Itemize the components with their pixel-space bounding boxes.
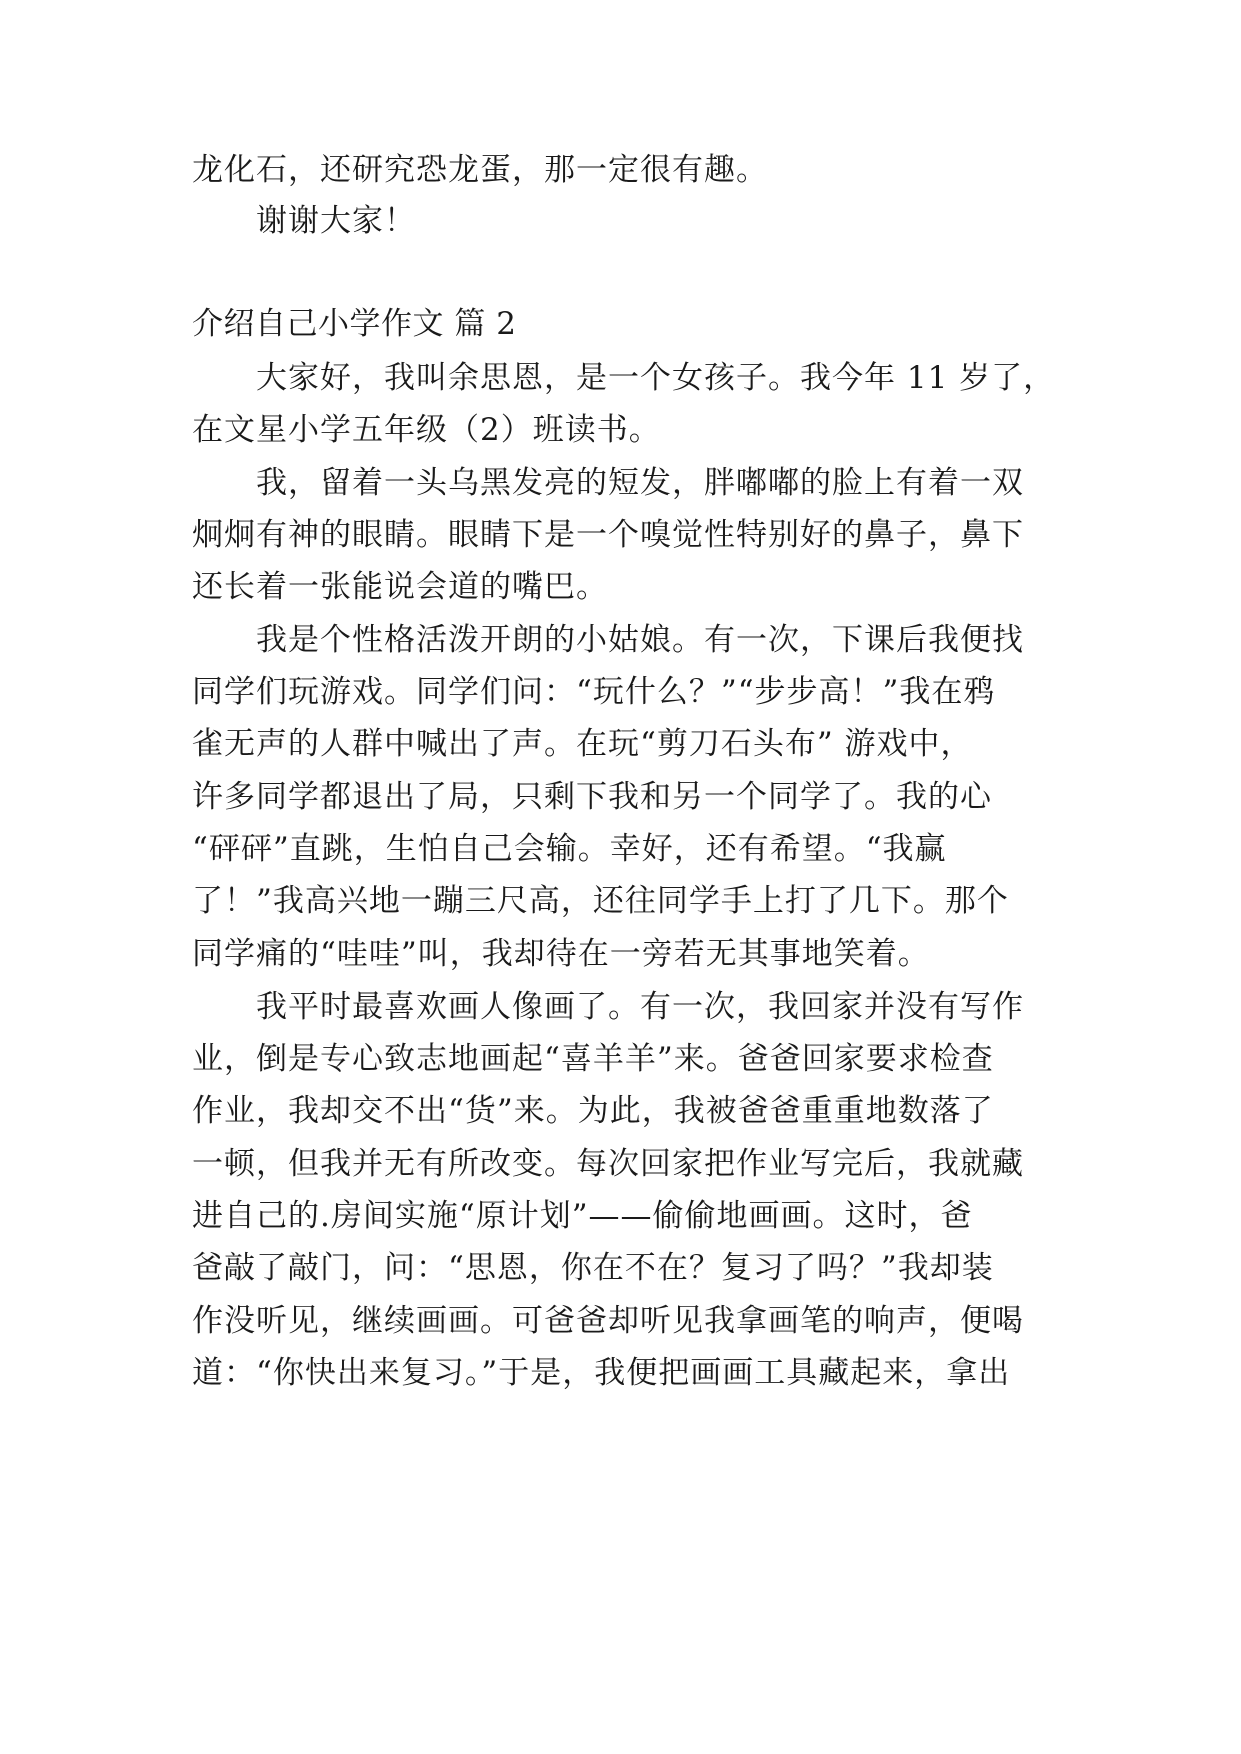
text-line: 雀无声的人群中喊出了声。在玩“剪刀石头布” 游戏中， (192, 726, 973, 762)
text-line: 业，倒是专心致志地画起“喜羊羊”来。爸爸回家要求检查 (192, 1041, 994, 1077)
text-line: 同学们玩游戏。同学们问：“玩什么？”“步步高！”我在鸦 (192, 674, 996, 710)
section-title: 介绍自己小学作文 篇 2 (192, 306, 517, 342)
text-line: 还长着一张能说会道的嘴巴。 (192, 569, 608, 605)
text-line: “砰砰”直跳，生怕自己会输。幸好，还有希望。“我赢 (192, 831, 947, 867)
text-line: 大家好，我叫余思恩，是一个女孩子。我今年 11 岁了， (256, 360, 1056, 396)
text-line: 炯炯有神的眼睛。眼睛下是一个嗅觉性特别好的鼻子，鼻下 (192, 517, 1024, 553)
text-line: 作业，我却交不出“货”来。为此，我被爸爸重重地数落了 (192, 1093, 994, 1129)
text-line: 作没听见，继续画画。可爸爸却听见我拿画笔的响声，便喝 (192, 1303, 1024, 1339)
text-line: 在文星小学五年级（2）班读书。 (192, 412, 661, 448)
text-line: 谢谢大家！ (256, 203, 416, 239)
text-line: 龙化石，还研究恐龙蛋，那一定很有趣。 (192, 152, 768, 188)
text-line: 道：“你快出来复习。”于是，我便把画画工具藏起来，拿出 (192, 1355, 1011, 1391)
text-line: 了！”我高兴地一蹦三尺高，还往同学手上打了几下。那个 (192, 883, 1009, 919)
text-line: 我是个性格活泼开朗的小姑娘。有一次，下课后我便找 (256, 622, 1024, 658)
text-line: 一顿，但我并无有所改变。每次回家把作业写完后，我就藏 (192, 1146, 1024, 1182)
text-line: 同学痛的“哇哇”叫，我却待在一旁若无其事地笑着。 (192, 936, 930, 972)
text-line: 我，留着一头乌黑发亮的短发，胖嘟嘟的脸上有着一双 (256, 465, 1024, 501)
text-line: 进自己的.房间实施“原计划”——偷偷地画画。这时，爸 (192, 1198, 973, 1234)
text-line: 爸敲了敲门，问：“思恩，你在不在？复习了吗？”我却装 (192, 1250, 994, 1286)
text-line: 许多同学都退出了局，只剩下我和另一个同学了。我的心 (192, 779, 992, 815)
text-line: 我平时最喜欢画人像画了。有一次，我回家并没有写作 (256, 989, 1024, 1025)
